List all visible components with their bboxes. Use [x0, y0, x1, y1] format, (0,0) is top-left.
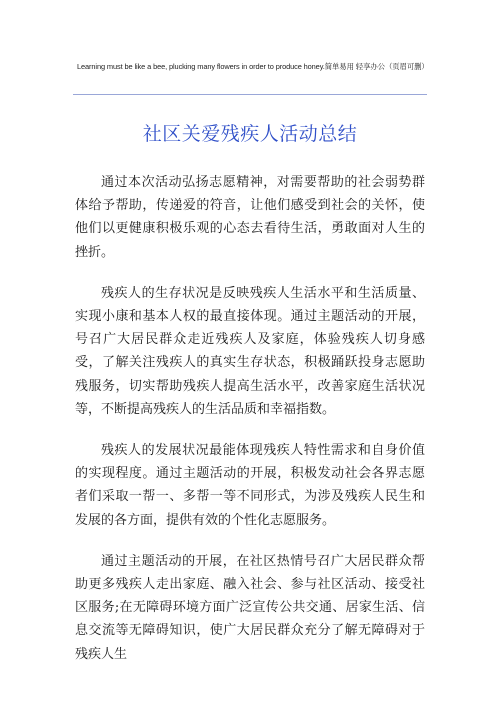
paragraph-4: 通过主题活动的开展，在社区热情号召广大居民群众帮助更多残疾人走出家庭、融入社会、参与社区活动、接受社区服务;在无障碍环境方面广泛宣传公共交通、居家生活、信息交流等无障碍知识，使广大居民群众充分了解无障碍对于残疾人生 [75, 553, 425, 662]
paragraph-3: 残疾人的发展状况最能体现残疾人特性需求和自身价值的实现程度。通过主题活动的开展，积极发动社会各界志愿者们采取一帮一、多帮一等不同形式，为涉及残疾人民生和发展的各方面，提供有效的个性化志愿服务。 [75, 443, 425, 528]
document-body [75, 171, 425, 684]
header-divider [73, 94, 427, 95]
paragraph-1: 通过本次活动弘扬志愿精神，对需要帮助的社会弱势群体给予帮助，传递爱的符音，让他们感受到社会的关怀，使他们以更健康积极乐观的心态去看待生活，勇敢面对人生的挫折。 [75, 175, 425, 260]
page-header: Learning must be like a bee, plucking many flowers in order to produce honey.简单易用 轻享办公（页眉可删） [77, 62, 429, 71]
document-title: 社区关爱残疾人活动总结 [142, 123, 358, 145]
paragraph-2: 残疾人的生存状况是反映残疾人生活水平和生活质量、实现小康和基本人权的最直接体现。通过主题活动的开展，号召广大居民群众走近残疾人及家庭，体验残疾人切身感受，了解关注残疾人的真实生存状态，积极踊跃投身志愿助残服务，切实帮助残疾人提高生活水平，改善家庭生活状况等，不断提高残疾人的生活品质和幸福指数。 [75, 285, 425, 417]
